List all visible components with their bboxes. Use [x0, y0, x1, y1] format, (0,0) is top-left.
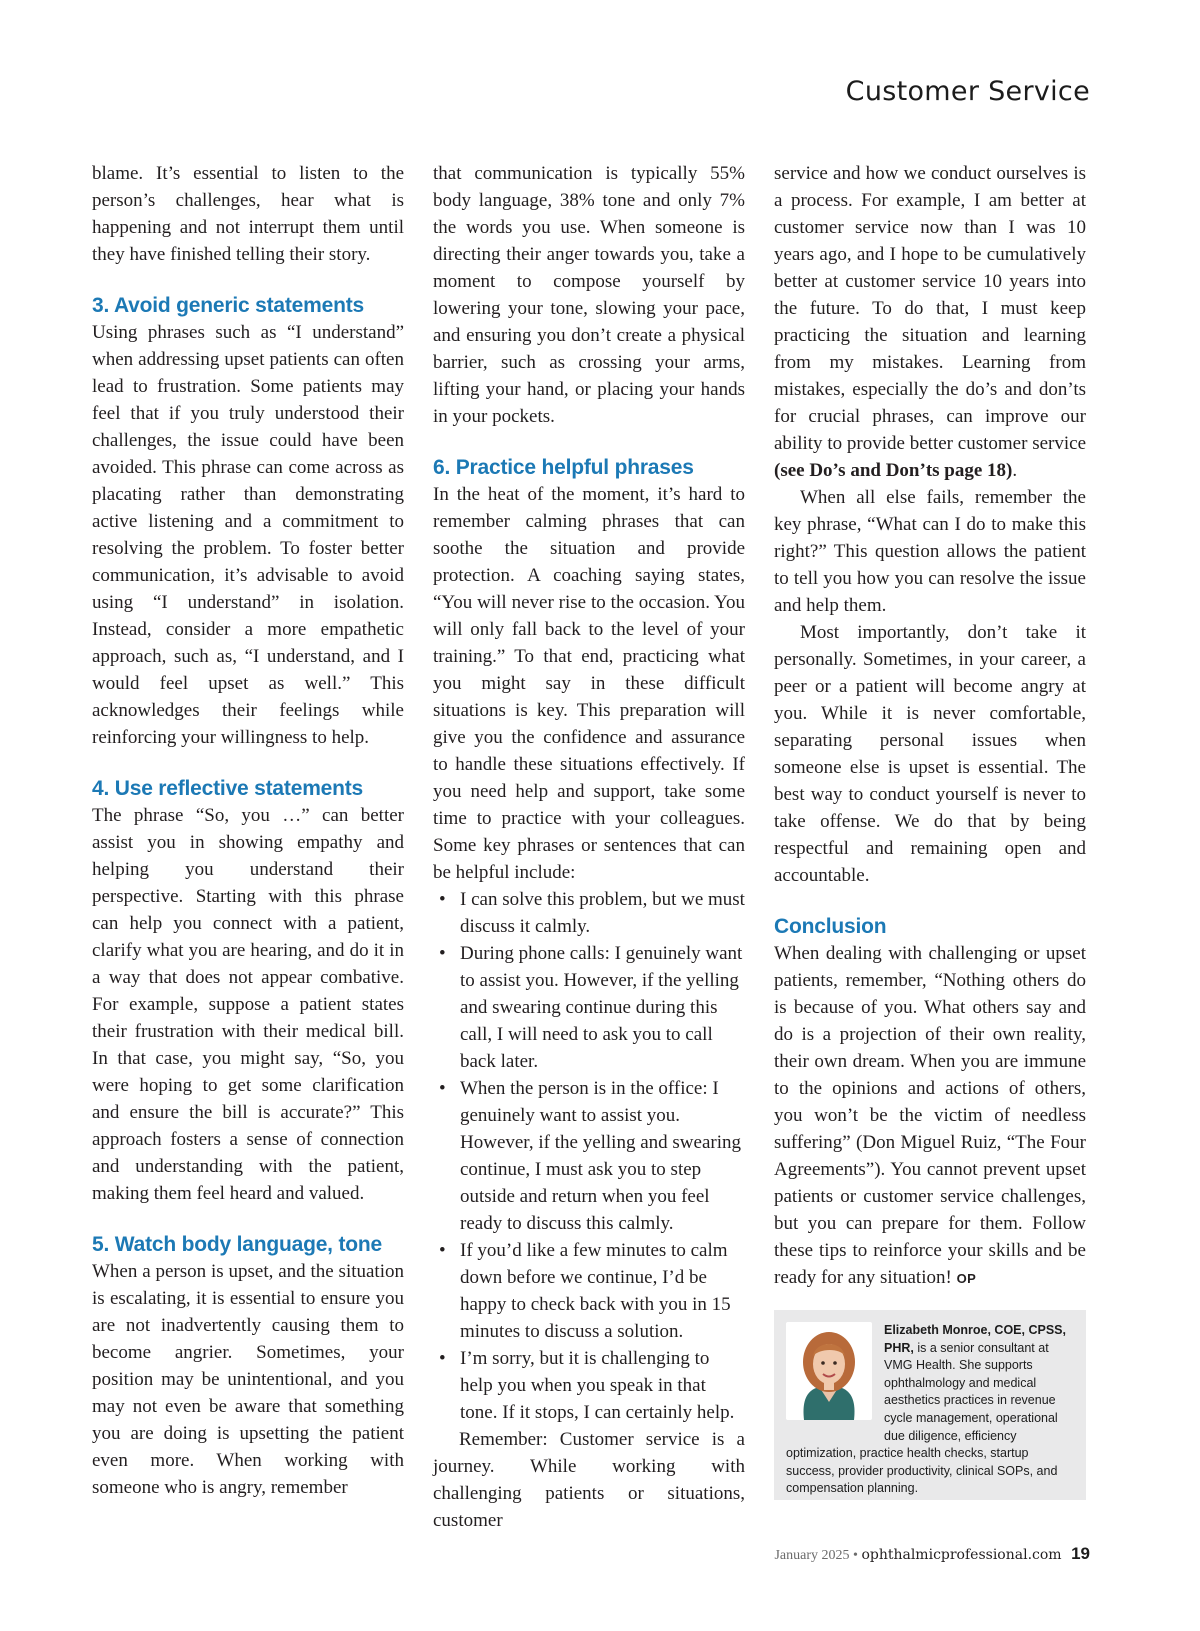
list-item: • When the person is in the office: I genuinely want to assist you. However, if the yelling and swearing continue, I must ask you to step outside and return when you feel ready to discuss this calmly.	[433, 1075, 745, 1237]
page-number: 19	[1071, 1544, 1090, 1563]
paragraph-remember: Remember: Customer service is a journey. While working with challenging patients or situations, customer	[433, 1429, 745, 1531]
phrase-list	[433, 886, 745, 1426]
paragraph-communication: that communication is typically 55% body language, 38% tone and only 7% the words you use. When someone is directing their anger towards you, take a moment to compose yourself by lowering your tone, slowing your pace, and ensuring you don’t create a physical barrier, such as crossing your arms, lifting your hand, or placing your hands in your pockets.	[433, 163, 745, 427]
paragraph-body-language: When a person is upset, and the situation is escalating, it is essential to ensure you are not inadvertently causing them to become angrier. Sometimes, your position may be unintentional, and you may not even be aware that something you are doing is upsetting the patient even more. When working with someone who is angry, remember	[92, 1261, 404, 1498]
issue-date: January 2025	[774, 1548, 850, 1563]
heading-body-language: 5. Watch body language, tone	[92, 1233, 382, 1256]
dos-donts-reference: (see Do’s and Don’ts page 18)	[774, 460, 1013, 481]
paragraph-conclusion	[774, 940, 1086, 1292]
process-end: .	[1012, 460, 1018, 481]
heading-conclusion: Conclusion	[774, 915, 887, 938]
column-1	[92, 160, 404, 1501]
list-item: • During phone calls: I genuinely want to assist you. However, if the yelling and swearing continue during this call, I will need to ask you to call back later.	[433, 940, 745, 1075]
process-text: service and how we conduct ourselves is a process. For example, I am better at customer service now than I was 10 years ago, and I hope to be cumulatively better at customer service 10 years into the future. To do that, I must keep practicing the situation and learning from my mistakes. Learning from mistakes, especially the do’s and don’ts for crucial phrases, can improve our ability to provide better customer service	[774, 163, 1086, 454]
paragraph-helpful-phrases: In the heat of the moment, it’s hard to remember calming phrases that can soothe the situation and provide protection. A coaching saying states, “You will never rise to the occasion. You will only fall back to the level of your training.” To that end, practicing what you might say in these difficult situations is key. This preparation will give you the confidence and assurance to handle these situations effectively. If you need help and support, take some time to practice with your colleagues. Some key phrases or sentences that can be helpful include:	[433, 484, 745, 883]
author-bio-text	[786, 1322, 1074, 1498]
end-mark: OP	[956, 1271, 977, 1286]
heading-avoid-generic-statements: 3. Avoid generic statements	[92, 294, 364, 317]
list-item: • I’m sorry, but it is challenging to help you when you speak in that tone. If it stops, I can certainly help.	[433, 1345, 745, 1426]
author-name: Elizabeth Monroe, COE, CPSS, PHR,	[884, 1323, 1066, 1355]
conclusion-text: When dealing with challenging or upset patients, remember, “Nothing others do is because of you. What others say and do is a projection of their own reality, their own dream. When you are immune to the opinions and actions of others, you won’t be the victim of needless suffering” (Don Miguel Ruiz, “The Four Agreements”). You cannot prevent upset patients or customer service challenges, but you can prepare for them. Follow these tips to reinforce your skills and be ready for any situation!	[774, 943, 1086, 1288]
paragraph-all-else-fails: When all else fails, remember the key phrase, “What can I do to make this right?” This question allows the patient to tell you how you can resolve the issue and help them.	[774, 487, 1086, 616]
list-item: • I can solve this problem, but we must discuss it calmly.	[433, 886, 745, 940]
column-2	[433, 160, 745, 1534]
page-footer	[774, 1544, 1090, 1564]
paragraph-process	[774, 160, 1086, 484]
paragraph-reflective: The phrase “So, you …” can better assist you in showing empathy and helping you understand their perspective. Starting with this phrase can help you connect with a patient, clarify what you are hearing, and do it in a way that does not appear combative. For example, suppose a patient states their frustration with their medical bill. In that case, you might say, “So, you were hoping to get some clarification and ensure the bill is accurate?” This approach fosters a sense of connection and understanding with the patient, making them feel heard and valued.	[92, 805, 404, 1204]
heading-reflective-statements: 4. Use reflective statements	[92, 777, 364, 800]
list-item: • If you’d like a few minutes to calm down before we continue, I’d be happy to check back with you in 15 minutes to discuss a solution.	[433, 1237, 745, 1345]
paragraph-avoid-generic: Using phrases such as “I understand” when addressing upset patients can often lead to frustration. Some patients may feel that if you truly understood their challenges, the issue could have been avoided. This phrase can come across as placating rather than demonstrating active listening and a commitment to resolving the problem. To foster better communication, it’s advisable to avoid using “I understand” in isolation. Instead, consider a more empathetic approach, such as, “I understand, and I would feel upset as well.” This acknowledges their feelings while reinforcing your willingness to help.	[92, 322, 404, 748]
section-title: Customer Service	[845, 76, 1090, 107]
author-bio	[774, 1310, 1086, 1500]
paragraph-take-personally: Most importantly, don’t take it personally. Sometimes, in your career, a peer or a patient will become angry at you. While it is never comfortable, separating personal issues when someone else is upset is essential. The best way to conduct yourself is never to take offense. We do that by being respectful and remaining open and accountable.	[774, 622, 1086, 886]
paragraph-intro: blame. It’s essential to listen to the person’s challenges, hear what is happening and not interrupt them until they have finished telling their story.	[92, 163, 404, 265]
heading-helpful-phrases: 6. Practice helpful phrases	[433, 456, 694, 479]
column-3	[774, 160, 1086, 1292]
author-description: is a senior consultant at VMG Health. She supports ophthalmology and medical aesthetics practices in revenue cycle management, operational due diligence, efficiency optimization, practice health checks, startup success, provider productivity, clinical SOPs, and compensation planning.	[786, 1340, 1058, 1496]
website-url: ophthalmicprofessional.com	[861, 1547, 1062, 1563]
footer-separator: •	[853, 1548, 858, 1563]
